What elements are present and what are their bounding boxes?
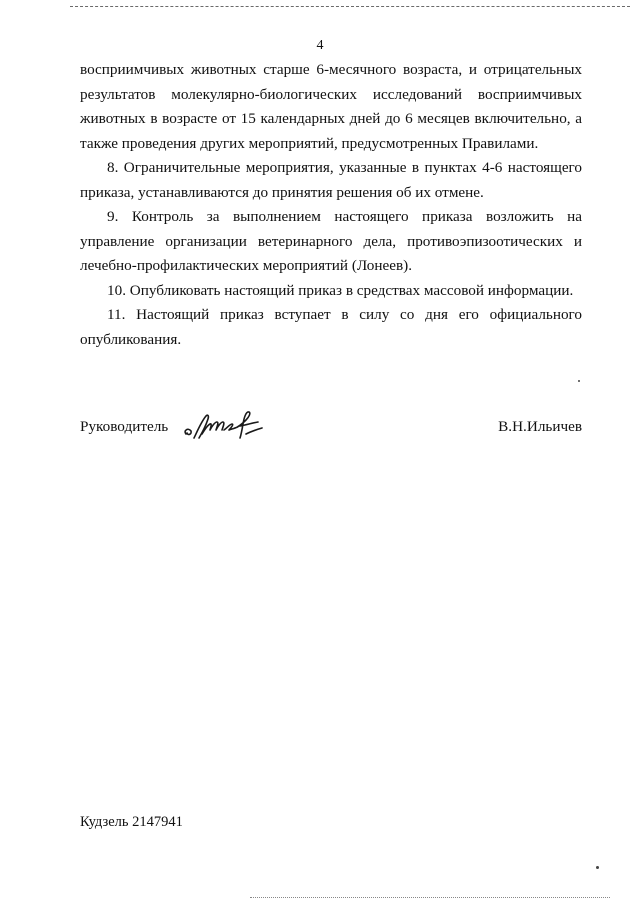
paragraph-item-11: 11. Настоящий приказ вступает в силу со дня его официального опубликования. (80, 306, 582, 348)
scan-speck (578, 380, 580, 382)
executor-note: Кудзель 2147941 (80, 814, 183, 830)
page-number: 4 (316, 38, 324, 53)
signer-name: В.Н.Ильичев (498, 418, 582, 435)
top-border-line (70, 6, 630, 7)
paragraph-item-8: 8. Ограничительные мероприятия, указанные в пунктах 4-6 настоящего приказа, устанавливаются до принятия решения об их отмене. (80, 159, 582, 201)
paragraph-continuation: восприимчивых животных старше 6-месячного возраста, и отрицательных результатов молекулярно-биологических исследований восприимчивых животных в возрасте от 15 календарных дней до 6 месяцев включительно, а также проведения других мероприятий, предусмотренных Правилами. (80, 61, 582, 152)
document-body (80, 58, 582, 352)
bottom-border-line (250, 897, 610, 898)
signature-block (80, 410, 582, 454)
paragraph-item-9: 9. Контроль за выполнением настоящего приказа возложить на управление организации ветеринарного дела, противоэпизоотических и лечебно-профилактических мероприятий (Лонеев). (80, 208, 582, 274)
paragraph-item-10: 10. Опубликовать настоящий приказ в средствах массовой информации. (107, 281, 574, 299)
signer-position-label: Руководитель (80, 418, 169, 435)
handwritten-signature (180, 404, 270, 448)
scan-speck-bottom (596, 866, 599, 869)
